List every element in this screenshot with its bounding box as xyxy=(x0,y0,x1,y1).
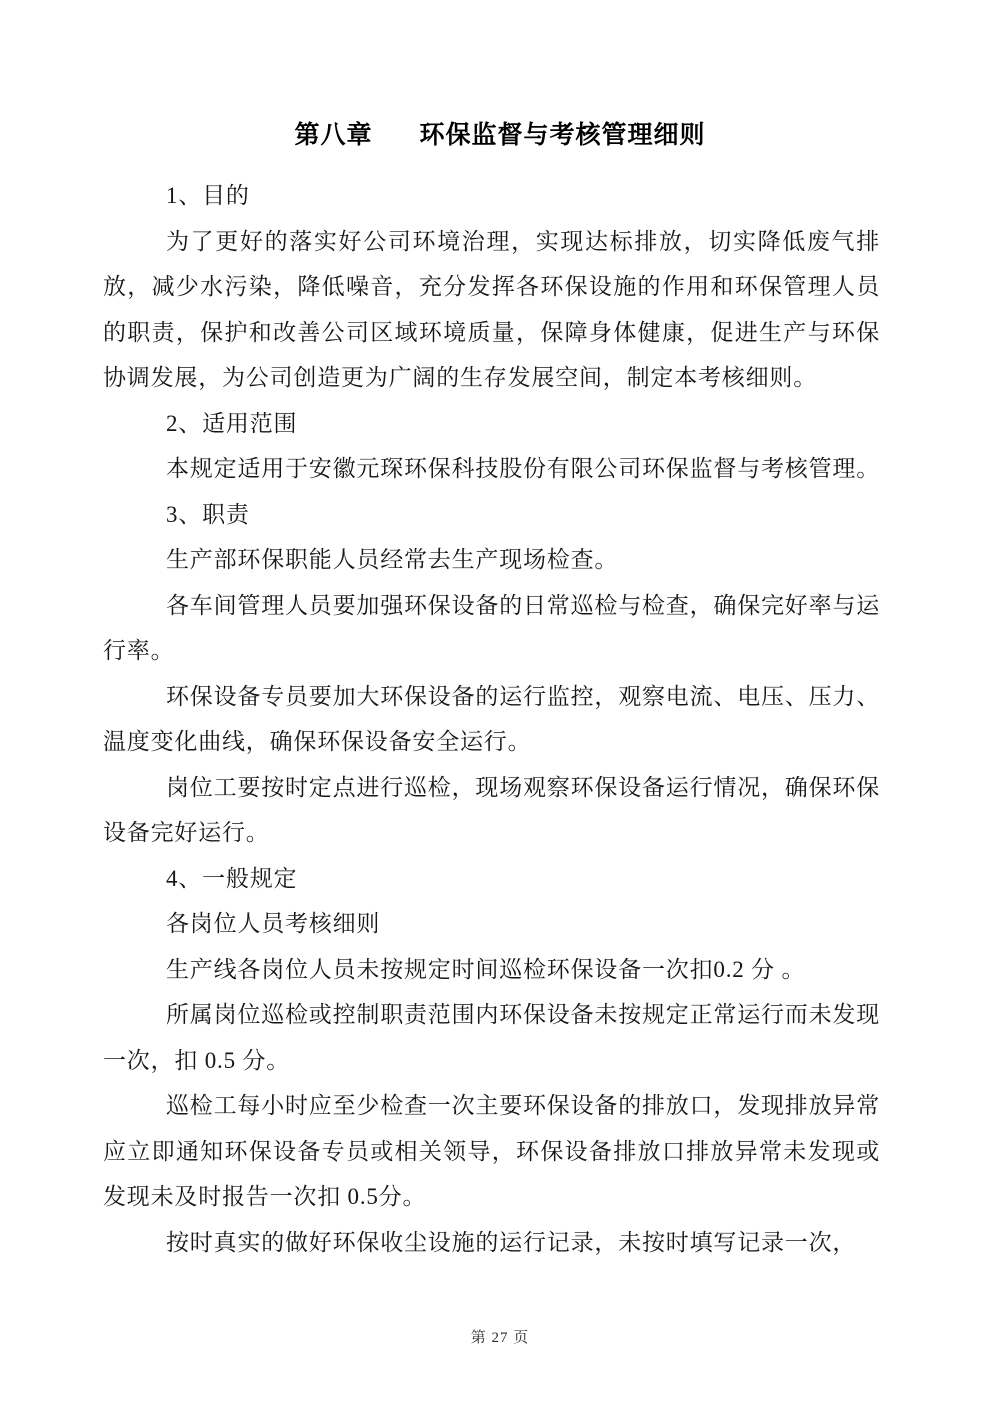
paragraph: 按时真实的做好环保收尘设施的运行记录，未按时填写记录一次， xyxy=(166,1229,857,1255)
section-heading-scope: 2、适用范围 xyxy=(166,410,298,436)
section-heading-purpose: 1、目的 xyxy=(166,183,250,208)
section-heading-duties: 3、职责 xyxy=(166,501,250,527)
document-body xyxy=(103,173,880,1265)
chapter-number: 第八章 xyxy=(294,121,373,149)
paragraph: 生产线各岗位人员未按规定时间巡检环保设备一次扣0.2 分 。 xyxy=(166,956,806,982)
section-heading-general-rules: 4、一般规定 xyxy=(166,865,298,891)
paragraph: 各车间管理人员要加强环保设备的日常巡检与检查，确保完好率与运行率。 xyxy=(103,592,880,663)
paragraph: 本规定适用于安徽元琛环保科技股份有限公司环保监督与考核管理。 xyxy=(166,456,880,481)
paragraph: 所属岗位巡检或控制职责范围内环保设备未按规定正常运行而未发现一次，扣 0.5 分。 xyxy=(103,1002,880,1073)
paragraph: 环保设备专员要加大环保设备的运行监控，观察电流、电压、压力、温度变化曲线，确保环保设备安全运行。 xyxy=(103,683,880,754)
page-footer xyxy=(0,1328,1000,1348)
page-number: 第 27 页 xyxy=(470,1330,530,1346)
paragraph: 为了更好的落实好公司环境治理，实现达标排放，切实降低废气排放，减少水污染，降低噪音，充分发挥各环保设施的作用和环保管理人员的职责，保护和改善公司区域环境质量，保障身体健康，促进生产与环保协调发展，为公司创造更为广阔的生存发展空间，制定本考核细则。 xyxy=(103,228,880,390)
paragraph: 岗位工要按时定点进行巡检，现场观察环保设备运行情况，确保环保设备完好运行。 xyxy=(103,774,880,845)
paragraph: 生产部环保职能人员经常去生产现场检查。 xyxy=(166,547,619,572)
paragraph: 各岗位人员考核细则 xyxy=(166,911,381,936)
chapter-title-text: 环保监督与考核管理细则 xyxy=(419,121,706,149)
paragraph: 巡检工每小时应至少检查一次主要环保设备的排放口，发现排放异常应立即通知环保设备专员或相关领导，环保设备排放口排放异常未发现或发现未及时报告一次扣 0.5分。 xyxy=(103,1093,880,1209)
chapter-title xyxy=(0,0,1000,159)
